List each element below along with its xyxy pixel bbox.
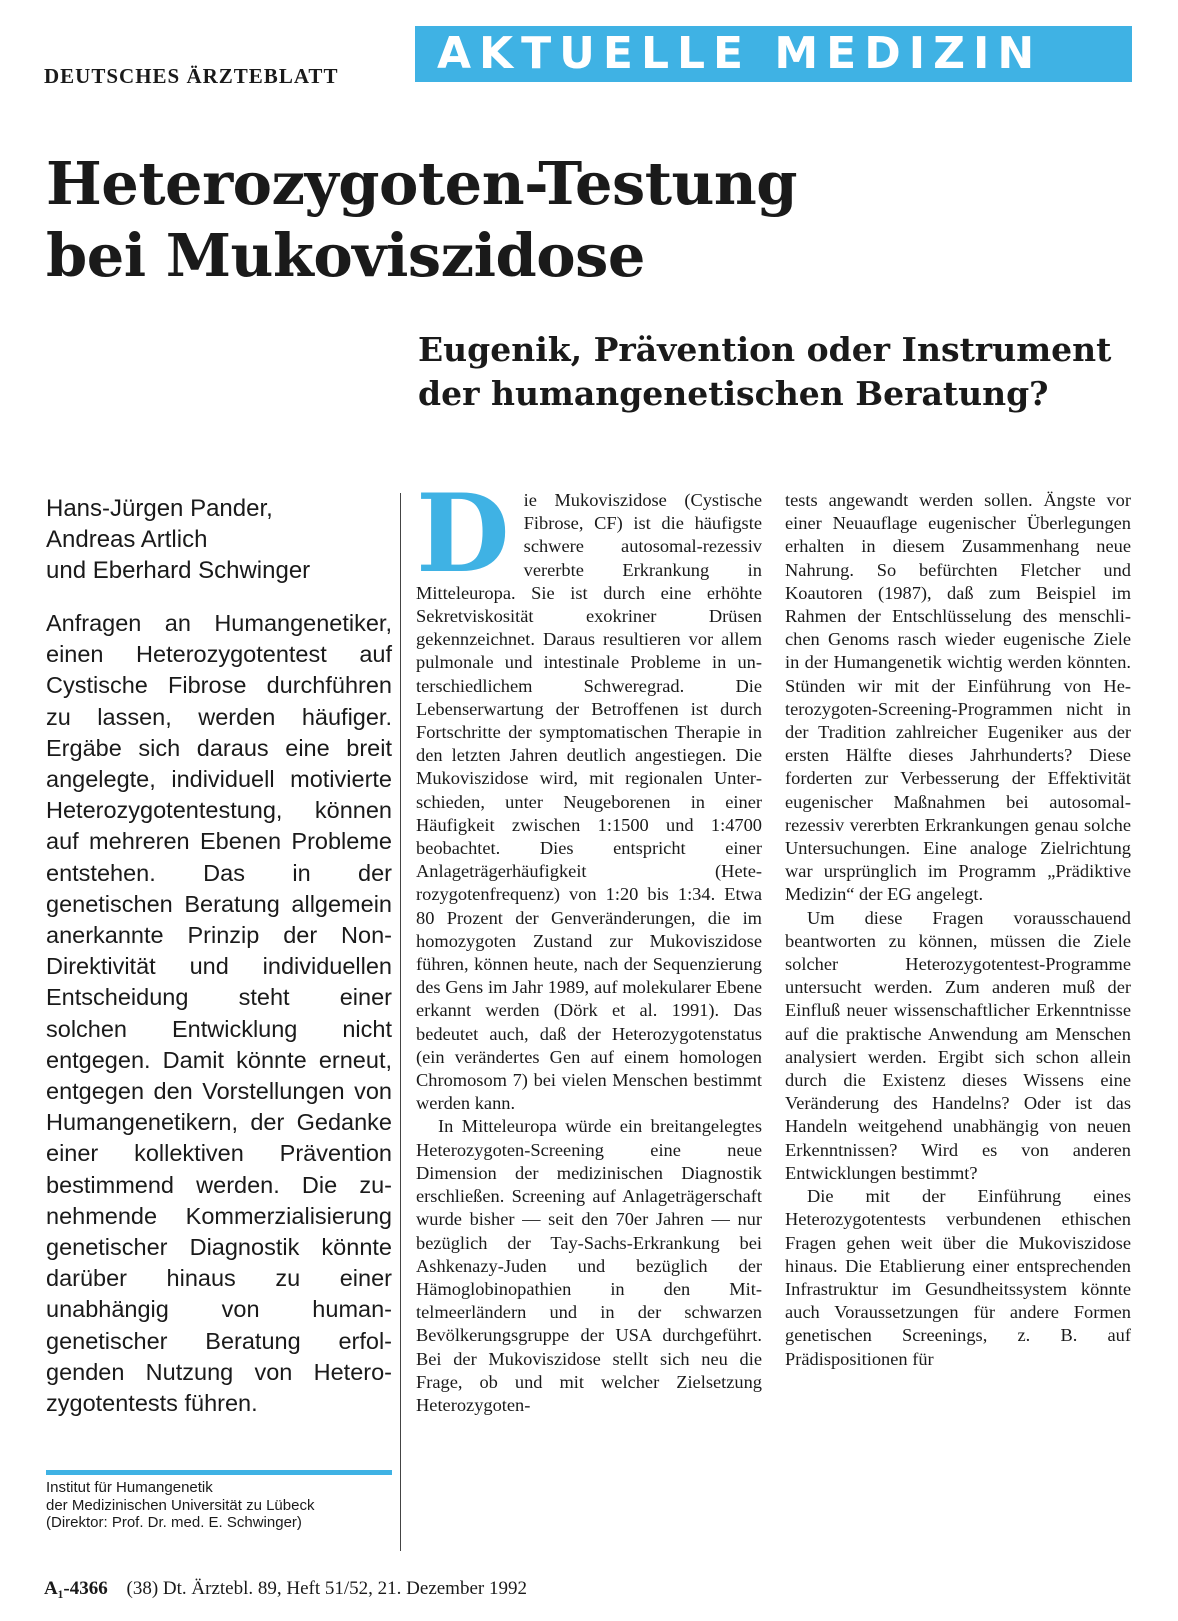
institute-line-2: der Medizinischen Universität zu Lübeck bbox=[46, 1496, 315, 1514]
article-subtitle: Eugenik, Prävention oder Instrument der humangenetischen Beratung? bbox=[418, 330, 1112, 413]
institute-affiliation bbox=[46, 1479, 396, 1532]
author-list bbox=[46, 493, 396, 586]
section-banner: AKTUELLE MEDIZIN bbox=[415, 26, 1132, 82]
title-line-1: Heterozygoten-Testung bbox=[46, 149, 797, 218]
author-2: Andreas Artlich bbox=[46, 526, 208, 553]
drop-cap: D bbox=[416, 471, 510, 597]
body-column-2 bbox=[785, 489, 1131, 1371]
author-1: Hans-Jürgen Pander, bbox=[46, 495, 273, 522]
body-paragraph: In Mitteleuropa würde ein breitangelegtes Heterozygoten-Screening eine neue Dimension der medizinischen Diagnostik erschließen. Screening auf Anlageträgerschaft wurde bisher — seit den 70er Jahren — nur bezüglich der Tay-Sachs-Erkrankung bei Ashkenazy-Juden und bezüglich der Hämoglobinopathien in den Mittelmeerländern und in der schwarzen Bevölkerungsgruppe der USA durchgeführt. Bei der Mukoviszidose stellt sich neu die Frage, ob und mit welcher Zielsetzung Heterozygoten- bbox=[416, 1116, 762, 1415]
author-3: und Eberhard Schwinger bbox=[46, 557, 311, 584]
body-paragraph: Um diese Fragen vorausschauend beantworten zu können, müssen die Ziele solcher Heterozygotentest-Programme untersucht werden. Zum anderen muß der Einfluß neuer wissenschaftlicher Erkenntnisse auf die praktische Anwendung am Menschen analysiert werden. Ergibt sich schon allein durch die Existenz dieses Wissens eine Veränderung des Handelns? Oder ist das Handeln weitgehend unabhängig von neuen Erkenntnissen? Wird es von anderen Entwicklungen bestimmt? bbox=[785, 907, 1131, 1183]
institute-divider bbox=[46, 1470, 392, 1475]
citation: (38) Dt. Ärztebl. 89, Heft 51/52, 21. Dezember 1992 bbox=[126, 1578, 527, 1599]
paragraph-text: ie Mukoviszidose (Cystische Fibrose, CF) ist die häufigste schwere autosomal-rezessiv vererbte Erkrankung in Mitteleuropa. Sie ist durch eine erhöhte Sekretviskosität exokriner Drüsen gekennzeichnet. Daraus resultieren vor allem pulmonale und intestinale Probleme in unterschiedlichem Schweregrad. Die Lebenserwartung der Betroffenen ist durch Fortschritte der symptomatischen Therapie in den letzten Jahren deutlich angestiegen. Die Mukoviszidose wird, mit regionalen Unterschieden, unter Neugeborenen in einer Häufigkeit zwischen 1:1500 und 1:4700 beobachtet. Dies entspricht einer Anlageträgerhäufigkeit (Heterozygotenfrequenz) von 1:20 bis 1:34. Etwa 80 Prozent der Genveränderungen, die im homozygoten Zustand zur Mukoviszidose führen, können heute, nach der Sequenzierung des Gens im Jahr 1989, auf molekularer Ebene erkannt werden (Dörk et al. 1991). Das bedeutet auch, daß der Heterozygotenstatus (ein verändertes Gen auf einem homologen Chromosom 7) bei vielen Menschen bestimmt werden kann. bbox=[416, 490, 762, 1114]
page-footer bbox=[44, 1578, 527, 1600]
title-line-2: bei Mukoviszidose bbox=[46, 221, 645, 290]
article-title bbox=[46, 148, 1146, 292]
abstract: Anfragen an Humangenetiker, einen Heterozygotentest auf Cystische Fibrose durchführen zu lassen, werden häufiger. Ergäbe sich daraus eine breit angelegte, individuell motivierte Heterozygotentestung, können auf mehreren Ebenen Probleme entstehen. Das in der genetischen Beratung allgemein anerkannte Prinzip der Non-Direktivität und individuellen Entscheidung steht einer solchen Entwicklung nicht entgegen. Damit könnte erneut, entgegen den Vorstellungen von Humangenetikern, der Gedanke einer kollektiven Prävention bestimmend werden. Die zunehmende Kommerzialisierung genetischer Diagnostik könnte darüber hinaus zu einer unabhängig von humangenetischer Beratung erfolgenden Nutzung von Heterozygotentests führen. bbox=[46, 610, 392, 1417]
body-paragraph: tests angewandt werden sollen. Ängste vor einer Neuauflage eugenischer Überlegungen erhalten in diesem Zusammenhang neue Nahrung. So befürchten Fletcher und Koautoren (1987), daß zum Beispiel im Rahmen der Entschlüsselung des menschlichen Genoms rasch wieder eugenische Ziele in der Humangenetik wichtig werden könnten. Stünden wir mit der Einführung von Heterozygoten-Screening-Programmen nicht in der Tradition zahlreicher Eugeniker aus der ersten Hälfte dieses Jahrhunderts? Diese forderten zur Verbesserung der Effektivität eugenischer Maßnahmen bei autosomal-rezessiv vererbten Erkrankungen genau solche Untersuchungen. Eine analoge Zielrichtung war ursprünglich im Programm „Prädiktive Medizin“ der EG angelegt. bbox=[785, 490, 1131, 905]
body-paragraph: Die mit der Einführung eines Heterozygotentests verbundenen ethischen Fragen gehen weit über die Mukoviszidose hinaus. Die Etablierung einer entsprechenden Infrastruktur im Gesundheitssystem könnte auch Voraussetzungen für andere Formen genetischen Screenings, z. B. auf Prädispositionen für bbox=[785, 1186, 1131, 1369]
body-column-1 bbox=[416, 471, 762, 1417]
page-code: A₁-4366 bbox=[44, 1578, 108, 1599]
institute-line-1: Institut für Humangenetik bbox=[46, 1479, 213, 1496]
institute-line-3: (Direktor: Prof. Dr. med. E. Schwinger) bbox=[46, 1514, 302, 1531]
journal-name: DEUTSCHES ÄRZTEBLATT bbox=[44, 64, 339, 88]
column-divider bbox=[400, 493, 401, 1551]
body-paragraph bbox=[416, 471, 762, 1115]
